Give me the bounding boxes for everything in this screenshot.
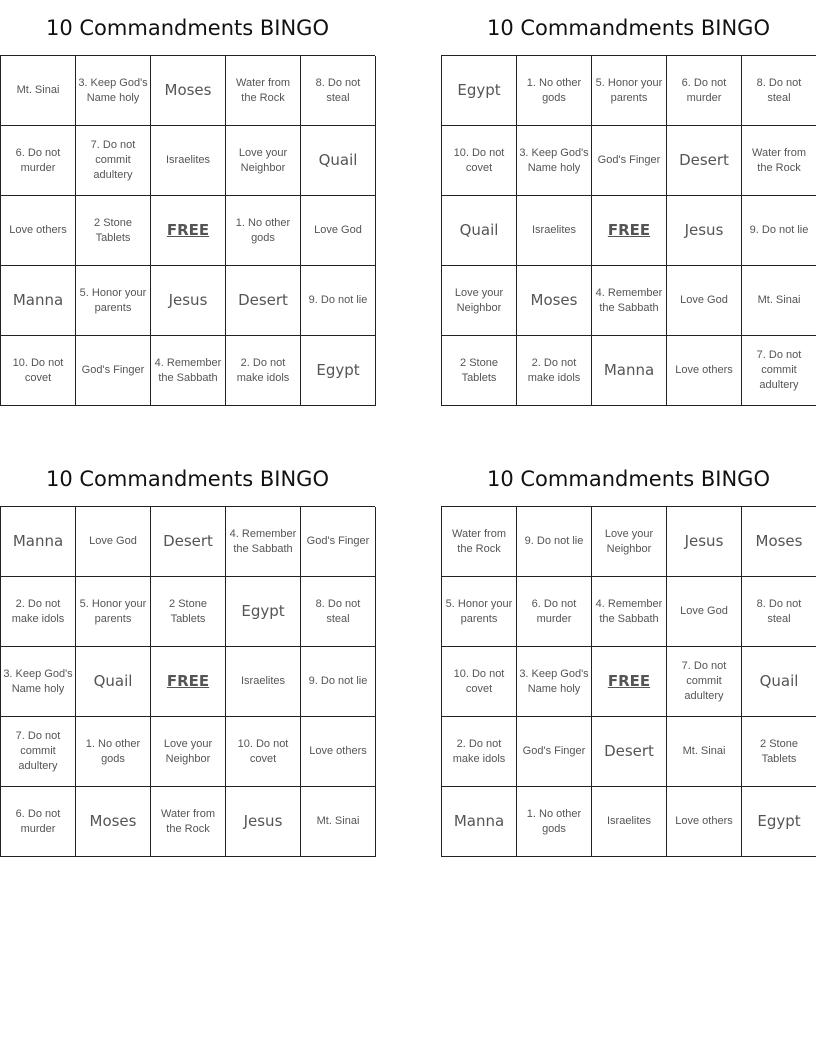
- bingo-cell: Jesus: [226, 787, 301, 857]
- bingo-cell: 10. Do not covet: [442, 647, 517, 717]
- bingo-cell: 9. Do not lie: [742, 196, 816, 266]
- bingo-cell: 9. Do not lie: [517, 507, 592, 577]
- bingo-cell: 8. Do not steal: [301, 577, 376, 647]
- bingo-cell: 2. Do not make idols: [442, 717, 517, 787]
- bingo-cell: 8. Do not steal: [301, 56, 376, 126]
- bingo-grid: [0, 506, 375, 857]
- bingo-cell: 2. Do not make idols: [226, 336, 301, 406]
- bingo-cell: Water from the Rock: [742, 126, 816, 196]
- bingo-cell: 5. Honor your parents: [592, 56, 667, 126]
- bingo-cell: Love God: [667, 577, 742, 647]
- bingo-cell: 2 Stone Tablets: [76, 196, 151, 266]
- bingo-cell: Love others: [301, 717, 376, 787]
- bingo-cell: 9. Do not lie: [301, 647, 376, 717]
- card-title: 10 Commandments BINGO: [487, 16, 770, 40]
- bingo-cell: 2. Do not make idols: [1, 577, 76, 647]
- bingo-cell: Egypt: [742, 787, 816, 857]
- bingo-card-2: [441, 12, 816, 406]
- bingo-cell: Love God: [667, 266, 742, 336]
- bingo-cell: Jesus: [667, 196, 742, 266]
- bingo-cell: Water from the Rock: [442, 507, 517, 577]
- bingo-cell: 9. Do not lie: [301, 266, 376, 336]
- bingo-cell: Quail: [742, 647, 816, 717]
- bingo-cell: Israelites: [592, 787, 667, 857]
- bingo-cell: Israelites: [517, 196, 592, 266]
- bingo-cell: Desert: [151, 507, 226, 577]
- bingo-cell: Jesus: [151, 266, 226, 336]
- bingo-cell: 1. No other gods: [76, 717, 151, 787]
- bingo-cell: 6. Do not murder: [1, 126, 76, 196]
- bingo-cell: Love others: [667, 787, 742, 857]
- bingo-grid: [441, 55, 816, 406]
- bingo-cell: Moses: [517, 266, 592, 336]
- bingo-cell: 1. No other gods: [517, 787, 592, 857]
- bingo-cell: 6. Do not murder: [1, 787, 76, 857]
- bingo-cell: 5. Honor your parents: [442, 577, 517, 647]
- bingo-grid: [0, 55, 375, 406]
- bingo-cell: 5. Honor your parents: [76, 577, 151, 647]
- bingo-cell: Desert: [592, 717, 667, 787]
- bingo-cell: Quail: [301, 126, 376, 196]
- bingo-cell: Love God: [76, 507, 151, 577]
- bingo-cell: Quail: [442, 196, 517, 266]
- bingo-cell: 6. Do not murder: [517, 577, 592, 647]
- bingo-cell: Egypt: [226, 577, 301, 647]
- free-space: FREE: [151, 196, 226, 266]
- bingo-cell: 7. Do not commit adultery: [76, 126, 151, 196]
- bingo-cell: Love your Neighbor: [592, 507, 667, 577]
- bingo-cell: 2 Stone Tablets: [442, 336, 517, 406]
- bingo-card-3: [0, 463, 375, 857]
- bingo-cell: Love others: [667, 336, 742, 406]
- bingo-cell: Manna: [442, 787, 517, 857]
- bingo-cell: Love your Neighbor: [226, 126, 301, 196]
- bingo-cell: 7. Do not commit adultery: [1, 717, 76, 787]
- bingo-cell: Manna: [1, 266, 76, 336]
- bingo-cell: Israelites: [226, 647, 301, 717]
- bingo-cell: Love your Neighbor: [151, 717, 226, 787]
- bingo-cell: God's Finger: [301, 507, 376, 577]
- bingo-cell: 4. Remember the Sabbath: [592, 266, 667, 336]
- bingo-cell: 1. No other gods: [517, 56, 592, 126]
- bingo-cell: Water from the Rock: [226, 56, 301, 126]
- bingo-cell: 4. Remember the Sabbath: [592, 577, 667, 647]
- bingo-cell: Desert: [226, 266, 301, 336]
- bingo-cell: 7. Do not commit adultery: [667, 647, 742, 717]
- bingo-cell: 10. Do not covet: [442, 126, 517, 196]
- bingo-cell: Egypt: [442, 56, 517, 126]
- bingo-cell: God's Finger: [517, 717, 592, 787]
- bingo-cell: Water from the Rock: [151, 787, 226, 857]
- bingo-cell: Moses: [151, 56, 226, 126]
- bingo-cell: God's Finger: [76, 336, 151, 406]
- bingo-cell: 2 Stone Tablets: [742, 717, 816, 787]
- bingo-cell: 3. Keep God's Name holy: [517, 647, 592, 717]
- bingo-cell: 8. Do not steal: [742, 577, 816, 647]
- bingo-cell: Love others: [1, 196, 76, 266]
- bingo-cell: 2. Do not make idols: [517, 336, 592, 406]
- bingo-cell: 6. Do not murder: [667, 56, 742, 126]
- bingo-card-1: [0, 12, 375, 406]
- card-title: 10 Commandments BINGO: [487, 467, 770, 491]
- bingo-cell: 8. Do not steal: [742, 56, 816, 126]
- bingo-cell: Manna: [592, 336, 667, 406]
- bingo-cell: 4. Remember the Sabbath: [226, 507, 301, 577]
- bingo-cell: Mt. Sinai: [667, 717, 742, 787]
- bingo-cell: Mt. Sinai: [301, 787, 376, 857]
- free-space: FREE: [592, 196, 667, 266]
- bingo-cell: Mt. Sinai: [742, 266, 816, 336]
- bingo-cell: Mt. Sinai: [1, 56, 76, 126]
- bingo-cell: 10. Do not covet: [1, 336, 76, 406]
- bingo-cell: 1. No other gods: [226, 196, 301, 266]
- bingo-cell: Love God: [301, 196, 376, 266]
- bingo-cell: Moses: [742, 507, 816, 577]
- bingo-cell: Moses: [76, 787, 151, 857]
- bingo-cell: 3. Keep God's Name holy: [517, 126, 592, 196]
- bingo-cell: Jesus: [667, 507, 742, 577]
- bingo-cell: Quail: [76, 647, 151, 717]
- bingo-grid: [441, 506, 816, 857]
- bingo-cell: Love your Neighbor: [442, 266, 517, 336]
- bingo-cell: 7. Do not commit adultery: [742, 336, 816, 406]
- card-title: 10 Commandments BINGO: [46, 467, 329, 491]
- bingo-card-4: [441, 463, 816, 857]
- card-title: 10 Commandments BINGO: [46, 16, 329, 40]
- bingo-cell: God's Finger: [592, 126, 667, 196]
- bingo-cell: 2 Stone Tablets: [151, 577, 226, 647]
- bingo-cell: Manna: [1, 507, 76, 577]
- bingo-cell: 10. Do not covet: [226, 717, 301, 787]
- bingo-cell: Egypt: [301, 336, 376, 406]
- bingo-cell: 3. Keep God's Name holy: [1, 647, 76, 717]
- bingo-cell: Israelites: [151, 126, 226, 196]
- free-space: FREE: [592, 647, 667, 717]
- bingo-cell: 5. Honor your parents: [76, 266, 151, 336]
- bingo-cell: Desert: [667, 126, 742, 196]
- free-space: FREE: [151, 647, 226, 717]
- bingo-cell: 3. Keep God's Name holy: [76, 56, 151, 126]
- bingo-cell: 4. Remember the Sabbath: [151, 336, 226, 406]
